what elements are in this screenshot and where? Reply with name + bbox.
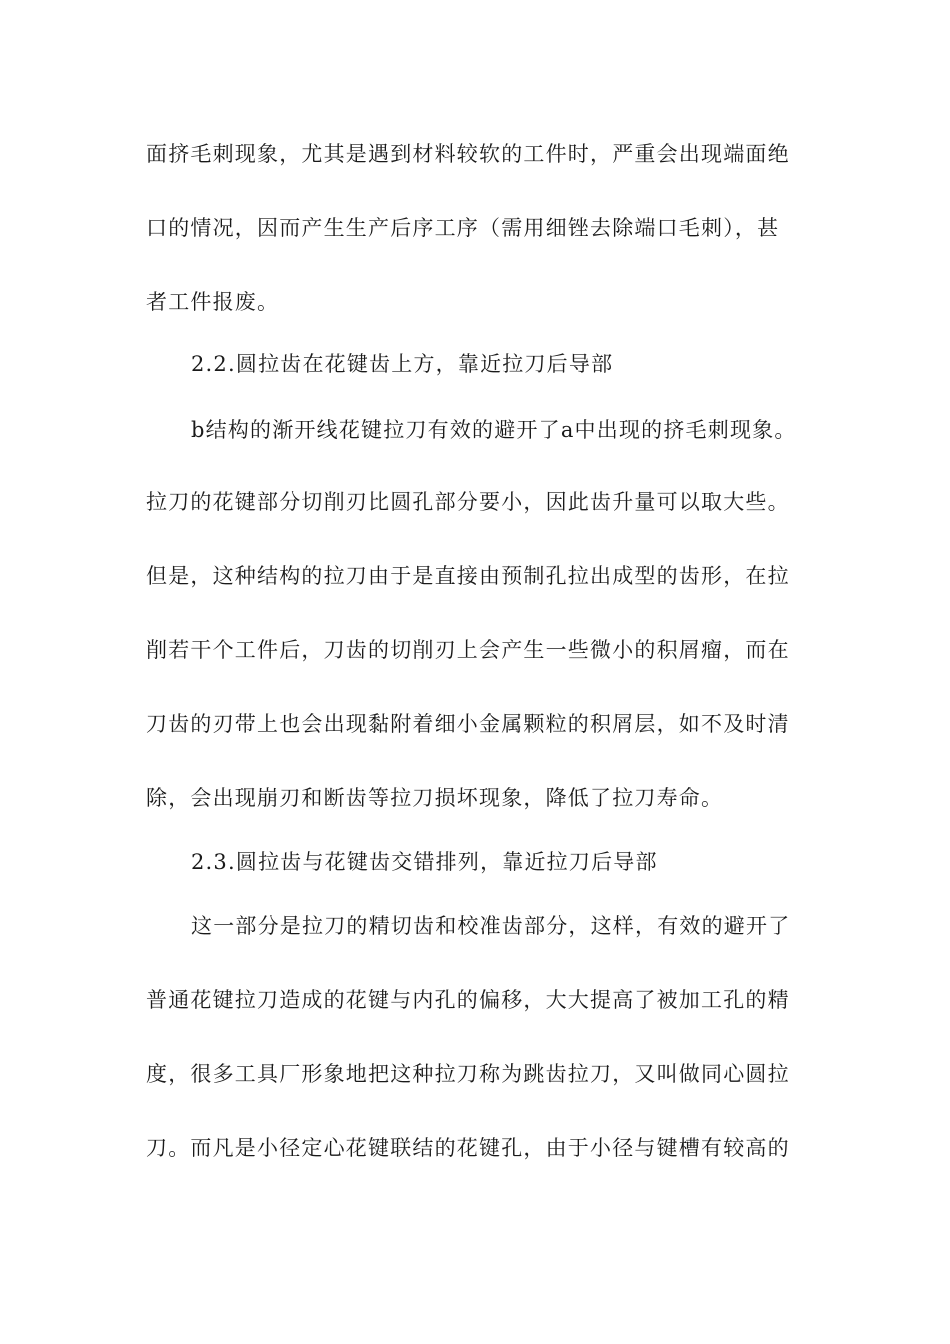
text-line: 刀。而凡是小径定心花键联结的花键孔，由于小径与键槽有较高的	[146, 1136, 790, 1160]
text-line: 削若干个工件后，刀齿的切削刃上会产生一些微小的积屑瘤，而在	[146, 638, 790, 662]
paragraph-start: b结构的渐开线花键拉刀有效的避开了a中出现的挤毛刺现象。	[191, 418, 797, 442]
text-line: 拉刀的花键部分切削刃比圆孔部分要小，因此齿升量可以取大些。	[146, 490, 790, 514]
paragraph-start: 这一部分是拉刀的精切齿和校准齿部分，这样，有效的避开了	[191, 914, 791, 938]
text-line: 刀齿的刃带上也会出现黏附着细小金属颗粒的积屑层，如不及时清	[146, 712, 790, 736]
text-line: 面挤毛刺现象，尤其是遇到材料较软的工件时，严重会出现端面绝	[146, 142, 790, 166]
section-heading: 2.3.圆拉齿与花键齿交错排列，靠近拉刀后导部	[191, 850, 658, 874]
text-line: 但是，这种结构的拉刀由于是直接由预制孔拉出成型的齿形，在拉	[146, 564, 790, 588]
text-line: 者工件报废。	[146, 290, 280, 314]
section-heading: 2.2.圆拉齿在花键齿上方，靠近拉刀后导部	[191, 352, 614, 376]
text-line: 口的情况，因而产生生产后序工序（需用细锉去除端口毛刺），甚	[146, 216, 780, 240]
text-line: 除，会出现崩刃和断齿等拉刀损坏现象，降低了拉刀寿命。	[146, 786, 724, 810]
text-line: 度，很多工具厂形象地把这种拉刀称为跳齿拉刀，又叫做同心圆拉	[146, 1062, 790, 1086]
text-line: 普通花键拉刀造成的花键与内孔的偏移，大大提高了被加工孔的精	[146, 988, 790, 1012]
